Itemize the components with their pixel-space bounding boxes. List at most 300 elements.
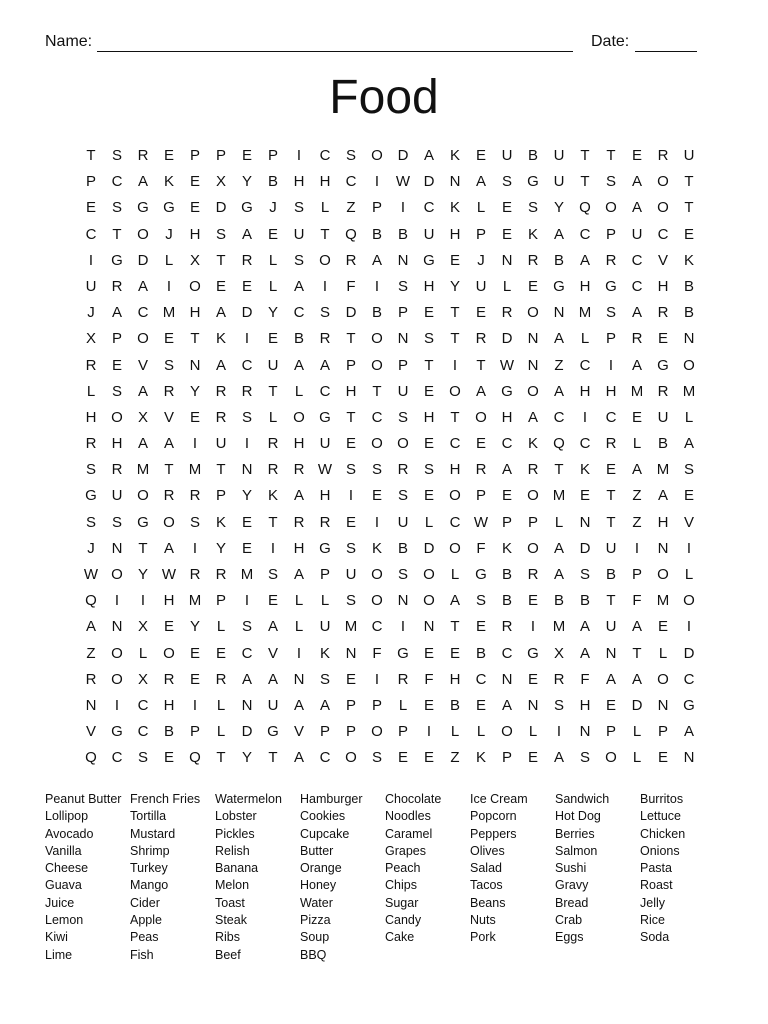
grid-row — [78, 300, 702, 326]
grid-letter: D — [397, 147, 409, 164]
grid-letter: T — [606, 513, 616, 531]
grid-letter: E — [163, 749, 174, 767]
word-list-item: Ribs — [215, 930, 241, 945]
grid-letter: S — [605, 304, 616, 322]
grid-letter: K — [371, 539, 382, 557]
grid-letter: K — [501, 539, 512, 557]
grid-letter: H — [345, 382, 357, 400]
word-list-item: French Fries — [130, 792, 201, 806]
grid-letter: U — [553, 147, 565, 164]
grid-letter: I — [114, 696, 120, 714]
grid-letter: L — [658, 644, 668, 662]
grid-letter: S — [371, 461, 382, 479]
grid-letter: R — [605, 435, 617, 453]
grid-letter: Q — [189, 749, 201, 767]
grid-letter: X — [189, 251, 200, 269]
grid-letter: O — [605, 749, 617, 767]
grid-letter: H — [293, 173, 305, 191]
grid-letter: H — [605, 382, 617, 400]
grid-letter: S — [293, 199, 304, 217]
grid-letter: A — [631, 670, 642, 688]
grid-letter: E — [163, 147, 174, 164]
grid-letter: E — [423, 382, 434, 400]
grid-letter: R — [215, 670, 227, 688]
grid-letter: T — [554, 461, 564, 479]
grid-letter: S — [397, 487, 408, 505]
grid-letter: E — [423, 487, 434, 505]
grid-letter: E — [423, 696, 434, 714]
grid-letter: H — [579, 382, 591, 400]
grid-letter: A — [501, 696, 512, 714]
word-list-item: Caramel — [385, 826, 433, 841]
grid-letter: S — [423, 330, 434, 348]
grid-letter: R — [397, 670, 409, 688]
grid-letter: I — [244, 330, 250, 348]
grid-letter: P — [605, 330, 616, 348]
grid-letter: A — [293, 749, 304, 767]
word-list-item: Burritos — [640, 792, 684, 806]
grid-letter: N — [579, 513, 591, 531]
grid-row — [78, 667, 702, 693]
grid-letter: T — [138, 539, 148, 557]
grid-letter: F — [372, 644, 382, 662]
grid-letter: I — [556, 723, 562, 741]
grid-letter: A — [631, 304, 642, 322]
grid-letter: Y — [137, 566, 148, 583]
grid-letter: O — [163, 513, 175, 531]
grid-letter: N — [189, 356, 201, 374]
grid-letter: D — [423, 173, 435, 191]
grid-letter: Y — [215, 539, 226, 557]
grid-letter: F — [346, 277, 356, 295]
grid-letter: S — [423, 461, 434, 479]
grid-letter: A — [293, 487, 304, 505]
grid-letter: N — [657, 539, 669, 557]
grid-letter: T — [216, 749, 226, 767]
grid-letter: S — [527, 199, 538, 217]
grid-letter: E — [345, 670, 356, 688]
grid-letter: J — [165, 225, 173, 243]
grid-letter: Y — [267, 304, 278, 322]
grid-letter: T — [450, 304, 460, 322]
grid-letter: H — [449, 670, 461, 688]
grid-letter: I — [192, 539, 198, 557]
grid-letter: O — [657, 199, 669, 217]
grid-letter: U — [631, 225, 643, 243]
grid-letter: J — [87, 539, 95, 557]
grid-letter: A — [319, 696, 330, 714]
word-list-item: Sushi — [555, 861, 587, 876]
grid-letter: L — [684, 566, 694, 583]
grid-letter: N — [579, 723, 591, 741]
grid-letter: D — [215, 199, 227, 217]
grid-row — [78, 222, 702, 248]
grid-letter: A — [553, 382, 564, 400]
grid-letter: A — [137, 435, 148, 453]
grid-letter: R — [163, 382, 175, 400]
grid-letter: G — [319, 539, 331, 557]
grid-letter: A — [579, 251, 590, 269]
grid-letter: K — [215, 513, 226, 531]
grid-letter: E — [163, 330, 174, 348]
grid-letter: E — [241, 277, 252, 295]
grid-letter: R — [293, 513, 305, 531]
grid-letter: T — [268, 382, 278, 400]
grid-letter: B — [553, 251, 564, 269]
grid-letter: K — [215, 330, 226, 348]
grid-letter: A — [267, 670, 278, 688]
grid-letter: O — [657, 173, 669, 191]
word-list-item: Soup — [300, 930, 330, 945]
grid-letter: T — [606, 592, 616, 610]
grid-letter: O — [111, 670, 123, 688]
grid-letter: H — [423, 408, 435, 426]
word-list-item: Beans — [470, 895, 506, 910]
grid-letter: Y — [241, 173, 252, 191]
grid-letter: P — [371, 199, 382, 217]
grid-letter: S — [137, 749, 148, 767]
grid-letter: A — [579, 644, 590, 662]
grid-letter: N — [397, 330, 409, 348]
grid-letter: S — [475, 592, 486, 610]
grid-letter: R — [85, 670, 97, 688]
grid-letter: G — [527, 644, 539, 662]
word-list-item: Candy — [385, 913, 422, 928]
grid-letter: U — [111, 487, 123, 505]
grid-letter: L — [294, 592, 304, 610]
grid-letter: T — [606, 487, 616, 505]
word-list-item: Gravy — [555, 878, 589, 893]
grid-letter: R — [85, 435, 97, 453]
word-list-item: Cookies — [300, 809, 346, 824]
word-list-item: Lollipop — [45, 809, 89, 824]
grid-letter: T — [346, 330, 356, 348]
grid-row — [78, 353, 702, 379]
grid-letter: N — [683, 330, 695, 348]
grid-letter: R — [215, 408, 227, 426]
grid-letter: H — [189, 225, 201, 243]
grid-letter: U — [501, 147, 513, 164]
word-list-item: Peas — [130, 930, 159, 945]
grid-letter: G — [137, 513, 149, 531]
grid-letter: W — [499, 356, 515, 374]
grid-letter: S — [397, 408, 408, 426]
grid-letter: A — [241, 225, 252, 243]
grid-letter: H — [579, 277, 591, 295]
grid-letter: C — [137, 696, 149, 714]
word-list-item: Lemon — [45, 913, 84, 928]
grid-letter: T — [606, 147, 616, 164]
grid-letter: E — [345, 435, 356, 453]
grid-row — [78, 274, 702, 300]
grid-letter: C — [319, 147, 331, 164]
grid-letter: S — [683, 461, 694, 479]
grid-letter: S — [293, 251, 304, 269]
grid-letter: T — [268, 749, 278, 767]
grid-letter: G — [111, 723, 123, 741]
grid-letter: C — [631, 251, 643, 269]
grid-letter: E — [189, 408, 200, 426]
grid-letter: Q — [85, 592, 97, 610]
grid-letter: Z — [450, 749, 460, 767]
grid-letter: X — [137, 408, 148, 426]
grid-letter: S — [579, 566, 590, 583]
grid-letter: G — [241, 199, 253, 217]
grid-letter: Q — [85, 749, 97, 767]
grid-letter: N — [527, 696, 539, 714]
word-list-item: Kiwi — [45, 930, 68, 945]
word-list-item: Honey — [300, 878, 337, 893]
grid-letter: Y — [241, 487, 252, 505]
grid-letter: U — [85, 277, 97, 295]
grid-letter: S — [345, 592, 356, 610]
grid-row — [78, 405, 702, 431]
grid-letter: P — [501, 749, 512, 767]
grid-letter: T — [684, 173, 694, 191]
grid-letter: I — [374, 173, 380, 191]
grid-letter: U — [397, 513, 409, 531]
grid-letter: U — [605, 618, 617, 636]
grid-letter: A — [553, 749, 564, 767]
grid-letter: D — [683, 644, 695, 662]
grid-letter: D — [423, 539, 435, 557]
grid-letter: L — [320, 199, 330, 217]
grid-letter: M — [188, 461, 202, 479]
word-list-item: Jelly — [640, 895, 666, 910]
grid-letter: B — [371, 225, 382, 243]
grid-letter: B — [397, 225, 408, 243]
grid-letter: O — [475, 408, 487, 426]
word-list-item: Cake — [385, 930, 415, 945]
grid-letter: T — [268, 513, 278, 531]
grid-letter: P — [475, 225, 486, 243]
grid-letter: T — [450, 618, 460, 636]
grid-letter: O — [371, 592, 383, 610]
grid-letter: I — [686, 618, 692, 636]
grid-letter: S — [111, 513, 122, 531]
grid-letter: L — [450, 723, 460, 741]
word-list-item: Chicken — [640, 826, 686, 841]
grid-letter: I — [114, 592, 120, 610]
grid-letter: E — [189, 173, 200, 191]
grid-letter: P — [605, 225, 616, 243]
grid-letter: L — [684, 408, 694, 426]
grid-letter: H — [163, 696, 175, 714]
grid-letter: P — [111, 330, 122, 348]
grid-letter: L — [164, 251, 174, 269]
grid-letter: P — [631, 566, 642, 583]
grid-letter: T — [424, 356, 434, 374]
word-list-item: Pork — [470, 930, 496, 945]
grid-letter: I — [374, 277, 380, 295]
grid-letter: O — [371, 723, 383, 741]
grid-letter: S — [163, 356, 174, 374]
grid-letter: I — [322, 277, 328, 295]
grid-letter: D — [241, 723, 253, 741]
grid-letter: S — [241, 408, 252, 426]
grid-letter: E — [527, 277, 538, 295]
grid-letter: J — [477, 251, 485, 269]
grid-letter: L — [216, 696, 226, 714]
grid-letter: E — [501, 225, 512, 243]
grid-letter: D — [241, 304, 253, 322]
grid-letter: E — [189, 199, 200, 217]
grid-letter: L — [632, 435, 642, 453]
grid-letter: T — [164, 461, 174, 479]
grid-letter: L — [502, 277, 512, 295]
grid-letter: C — [449, 513, 461, 531]
grid-letter: T — [476, 356, 486, 374]
grid-letter: E — [241, 513, 252, 531]
grid-letter: H — [163, 592, 175, 610]
name-blank-line[interactable] — [97, 51, 573, 52]
grid-letter: Y — [189, 382, 200, 400]
word-list-item: Cupcake — [300, 826, 350, 841]
grid-row — [78, 562, 702, 588]
grid-letter: P — [397, 304, 408, 322]
grid-letter: E — [423, 435, 434, 453]
grid-letter: M — [656, 461, 670, 479]
grid-letter: B — [683, 277, 694, 295]
word-list-item: Toast — [215, 895, 245, 910]
grid-letter: K — [527, 435, 538, 453]
grid-letter: S — [319, 304, 330, 322]
grid-letter: H — [423, 277, 435, 295]
word-list-item: Onions — [640, 843, 680, 858]
grid-letter: N — [241, 696, 253, 714]
grid-letter: R — [657, 304, 669, 322]
grid-letter: I — [400, 618, 406, 636]
grid-letter: P — [345, 356, 356, 374]
date-blank-line[interactable] — [635, 51, 697, 52]
word-list-item: Fish — [130, 947, 154, 962]
grid-letter: R — [163, 670, 175, 688]
grid-row — [78, 431, 702, 457]
grid-row — [78, 614, 702, 640]
grid-letter: T — [216, 461, 226, 479]
grid-letter: L — [476, 199, 486, 217]
grid-letter: M — [630, 382, 644, 400]
grid-letter: U — [267, 696, 279, 714]
word-list-item: Pickles — [215, 826, 255, 841]
grid-letter: M — [552, 487, 566, 505]
grid-letter: A — [527, 408, 538, 426]
grid-letter: E — [605, 461, 616, 479]
grid-letter: P — [527, 513, 538, 531]
word-list-item: Avocado — [45, 826, 94, 841]
name-label: Name: — [45, 33, 93, 50]
grid-letter: T — [450, 330, 460, 348]
grid-letter: B — [163, 723, 174, 741]
grid-letter: S — [189, 513, 200, 531]
grid-letter: O — [683, 592, 695, 610]
grid-letter: O — [657, 566, 669, 583]
grid-letter: L — [424, 513, 434, 531]
grid-letter: P — [319, 566, 330, 583]
grid-letter: C — [475, 670, 487, 688]
grid-letter: I — [140, 592, 146, 610]
grid-letter: G — [111, 251, 123, 269]
grid-row — [78, 169, 702, 195]
grid-letter: A — [137, 382, 148, 400]
grid-letter: A — [423, 147, 434, 164]
word-list-item: Grapes — [385, 843, 426, 858]
grid-letter: L — [528, 723, 538, 741]
grid-letter: I — [192, 435, 198, 453]
grid-letter: M — [344, 618, 358, 636]
grid-letter: C — [501, 435, 513, 453]
grid-letter: I — [296, 644, 302, 662]
grid-letter: O — [163, 644, 175, 662]
grid-letter: O — [371, 566, 383, 583]
grid-letter: E — [241, 539, 252, 557]
grid-letter: H — [85, 408, 97, 426]
grid-letter: D — [501, 330, 513, 348]
grid-letter: E — [267, 225, 278, 243]
grid-letter: K — [319, 644, 330, 662]
grid-row — [78, 326, 702, 352]
grid-letter: M — [552, 618, 566, 636]
grid-letter: E — [423, 749, 434, 767]
grid-letter: A — [319, 356, 330, 374]
grid-letter: S — [111, 382, 122, 400]
grid-letter: I — [166, 277, 172, 295]
grid-letter: L — [216, 723, 226, 741]
grid-letter: L — [632, 749, 642, 767]
grid-letter: U — [423, 225, 435, 243]
grid-letter: B — [579, 592, 590, 610]
word-list-item: BBQ — [300, 947, 327, 962]
grid-letter: S — [345, 147, 356, 164]
grid-letter: E — [449, 251, 460, 269]
grid-letter: W — [395, 173, 411, 191]
grid-letter: W — [161, 566, 177, 583]
grid-letter: A — [631, 173, 642, 191]
grid-letter: L — [268, 251, 278, 269]
grid-letter: R — [319, 330, 331, 348]
grid-letter: R — [85, 356, 97, 374]
word-list-item: Lettuce — [640, 809, 682, 824]
word-list-item: Mustard — [130, 826, 176, 841]
grid-letter: A — [657, 487, 668, 505]
grid-letter: R — [527, 566, 539, 583]
grid-letter: B — [683, 304, 694, 322]
grid-letter: O — [527, 487, 539, 505]
word-list-item: Tortilla — [130, 809, 167, 824]
grid-letter: E — [475, 435, 486, 453]
grid-letter: I — [400, 199, 406, 217]
grid-letter: L — [580, 330, 590, 348]
grid-letter: A — [371, 251, 382, 269]
word-list-item: Sandwich — [555, 792, 610, 806]
grid-letter: I — [530, 618, 536, 636]
grid-letter: O — [683, 356, 695, 374]
grid-letter: E — [111, 356, 122, 374]
grid-letter: K — [475, 749, 486, 767]
grid-letter: A — [475, 173, 486, 191]
grid-row — [78, 379, 702, 405]
grid-letter: I — [244, 592, 250, 610]
word-list-item: Noodles — [385, 809, 431, 824]
grid-letter: C — [111, 749, 123, 767]
grid-letter: T — [346, 408, 356, 426]
grid-letter: H — [449, 225, 461, 243]
word-list-item: Salad — [470, 861, 502, 876]
grid-row — [78, 745, 702, 771]
grid-letter: U — [319, 618, 331, 636]
word-list-item: Apple — [130, 913, 162, 928]
grid-letter: X — [215, 173, 226, 191]
